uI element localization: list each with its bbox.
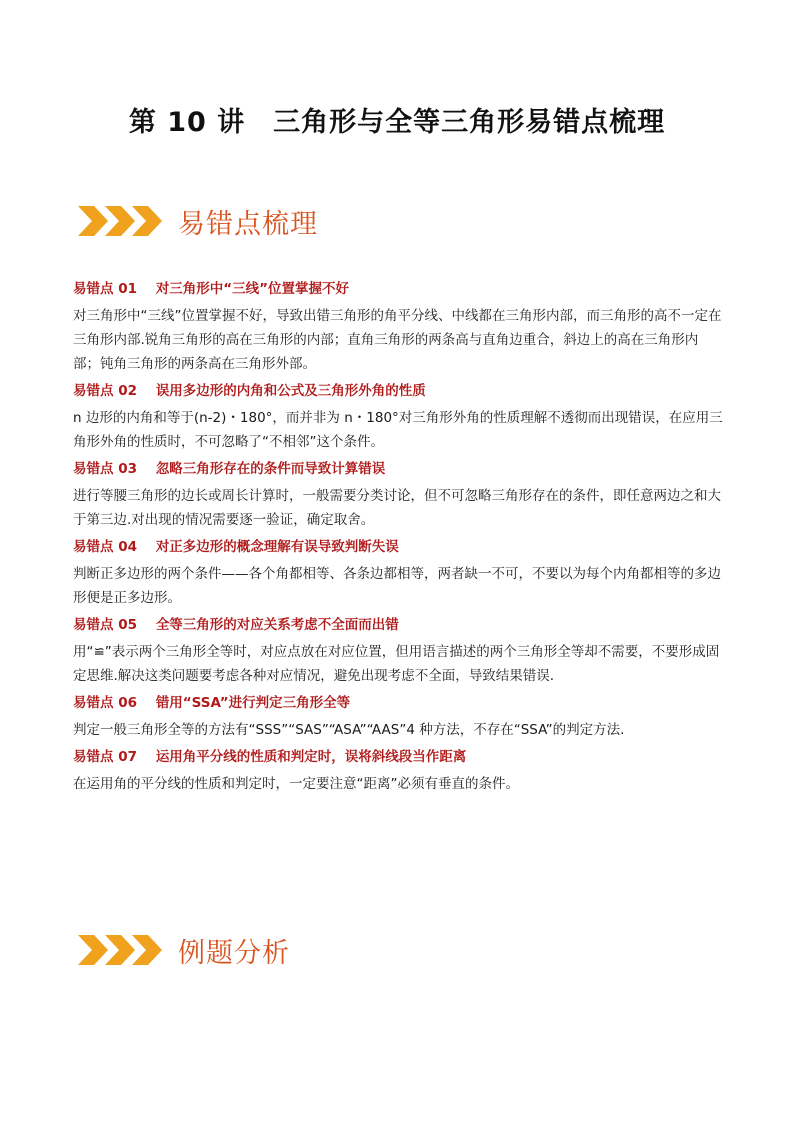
- error-point-heading: [73, 614, 723, 636]
- error-point-heading: [73, 692, 723, 714]
- error-point-title: 全等三角形的对应关系考虑不全面而出错: [155, 617, 399, 633]
- error-point-title: 误用多边形的内角和公式及三角形外角的性质: [155, 383, 426, 399]
- section-title: 易错点梳理: [178, 208, 318, 240]
- error-point-heading: [73, 380, 723, 402]
- error-point: [73, 536, 723, 610]
- error-point-heading: [73, 458, 723, 480]
- error-point-label: 易错点 01: [73, 281, 137, 297]
- error-point-title: 对三角形中“三线”位置掌握不好: [155, 281, 350, 297]
- error-point: [73, 278, 723, 376]
- error-point-body: 进行等腰三角形的边长或周长计算时，一般需要分类讨论，但不可忽略三角形存在的条件，即任意两边之和大于第三边.对出现的情况需要逐一验证，确定取舍。: [73, 488, 721, 528]
- error-point-heading: [73, 746, 723, 768]
- section-header-error-points: [78, 199, 318, 243]
- error-point: [73, 746, 723, 796]
- error-point-title: 对正多边形的概念理解有误导致判断失误: [155, 539, 399, 555]
- section-title: 例题分析: [178, 937, 290, 969]
- error-point-title: 运用角平分线的性质和判定时，误将斜线段当作距离: [155, 749, 467, 765]
- document-title: 第 10 讲 三角形与全等三角形易错点梳理: [128, 107, 666, 138]
- error-points-list: [73, 278, 723, 800]
- error-point-label: 易错点 06: [73, 695, 137, 711]
- error-point-label: 易错点 07: [73, 749, 137, 765]
- error-point-body: 用“≌”表示两个三角形全等时，对应点放在对应位置，但用语言描述的两个三角形全等却不需要，不要形成固定思维.解决这类问题要考虑各种对应情况，避免出现考虑不全面，导致结果错误.: [73, 644, 720, 684]
- section-header-examples: [78, 928, 290, 972]
- error-point-title: 错用“SSA”进行判定三角形全等: [155, 695, 351, 711]
- error-point: [73, 692, 723, 742]
- error-point: [73, 458, 723, 532]
- error-point: [73, 380, 723, 454]
- error-point-heading: [73, 536, 723, 558]
- error-point-body: 在运用角的平分线的性质和判定时，一定要注意“距离”必须有垂直的条件。: [73, 776, 519, 792]
- error-point-body: 判断正多边形的两个条件——各个角都相等、各条边都相等，两者缺一不可，不要以为每个内角都相等的多边形便是正多边形。: [73, 566, 721, 606]
- error-point-label: 易错点 05: [73, 617, 137, 633]
- error-point-body: n 边形的内角和等于(n-2)・180°，而并非为 n・180°对三角形外角的性质理解不透彻而出现错误，在应用三角形外角的性质时，不可忽略了“不相邻”这个条件。: [73, 410, 723, 450]
- error-point-label: 易错点 02: [73, 383, 137, 399]
- error-point-label: 易错点 04: [73, 539, 137, 555]
- error-point-heading: [73, 278, 723, 300]
- error-point-label: 易错点 03: [73, 461, 137, 477]
- triple-chevron-icon: [78, 932, 164, 968]
- error-point-body: 对三角形中“三线”位置掌握不好，导致出错三角形的角平分线、中线都在三角形内部，而三角形的高不一定在三角形内部.锐角三角形的高在三角形的内部；直角三角形的两条高与直角边重合，斜边上的高在三角形内部；钝角三角形的两条高在三角形外部。: [73, 308, 722, 372]
- error-point-title: 忽略三角形存在的条件而导致计算错误: [155, 461, 386, 477]
- triple-chevron-icon: [78, 203, 164, 239]
- error-point-body: 判定一般三角形全等的方法有“SSS”“SAS”“ASA”“AAS”4 种方法，不存在“SSA”的判定方法.: [73, 722, 625, 738]
- error-point: [73, 614, 723, 688]
